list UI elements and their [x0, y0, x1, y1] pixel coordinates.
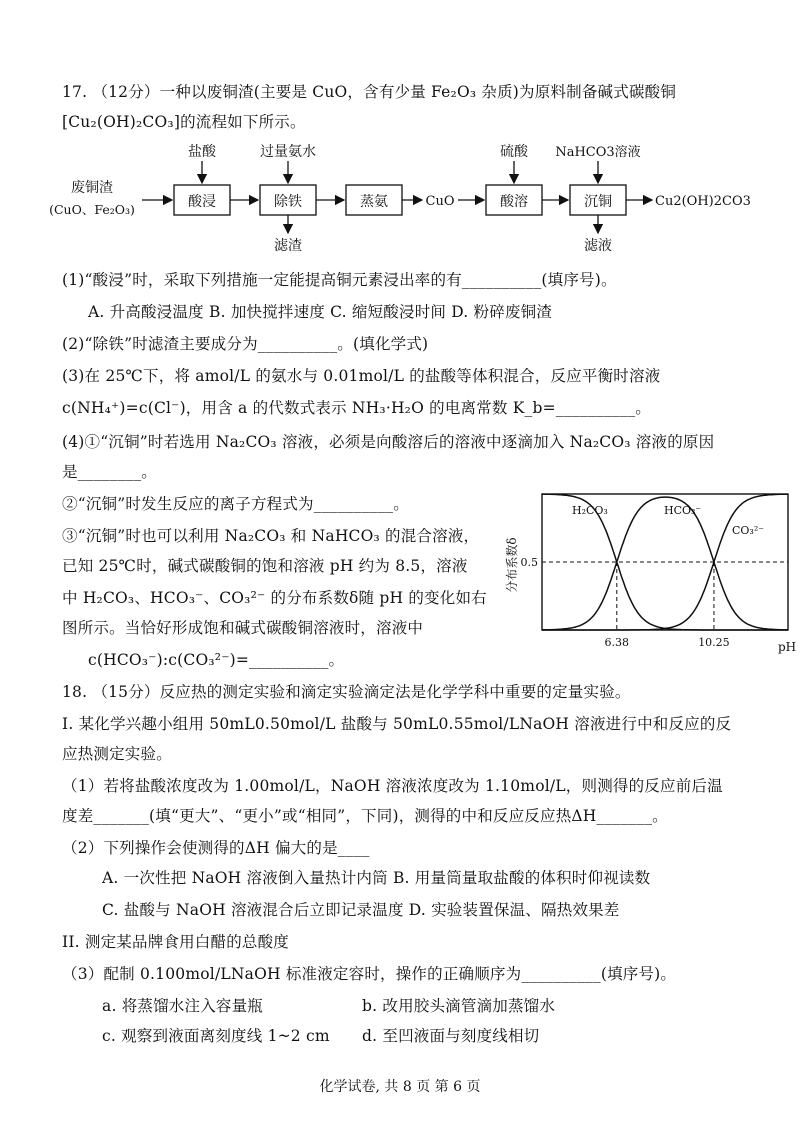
q17-part4-line6: 中 H₂CO₃、HCO₃⁻、CO₃²⁻ 的分布系数δ随 pH 的变化如右 [62, 589, 487, 607]
y-tick-0-5: 0.5 [520, 556, 538, 569]
q18-section-i-line1: I. 某化学兴趣小组用 50mL0.50mol/L 盐酸与 50mL0.55mol/LNaOH 溶液进行中和反应的反 [62, 715, 732, 733]
flow-output-filtrate: 滤液 [584, 238, 612, 254]
flow-mid-product: CuO [425, 194, 455, 209]
q18-part1-line2: 度差_______(填“更大”、“更小”或“相同”，下同)，测得的中和反应反应热ΔH_______。 [62, 807, 668, 825]
x-tick-pka2: 10.25 [698, 636, 730, 649]
q17-part4-line2: 是________。 [62, 463, 158, 481]
q17-part1: (1)“酸浸”时，采取下列措施一定能提高铜元素浸出率的有__________(填序号)。 [62, 271, 617, 289]
q17-part4-line3: ②“沉铜”时发生反应的离子方程式为__________。 [62, 495, 409, 513]
flow-step-acid-dissolve-label: 酸溶 [500, 194, 528, 210]
q17-part4-line1: (4)①“沉铜”时若选用 Na₂CO₃ 溶液，必须是向酸溶后的溶液中逐滴加入 Na₂CO₃ 溶液的原因 [62, 433, 715, 451]
page-footer: 化学试卷, 共 8 页 第 6 页 [319, 1079, 481, 1095]
flow-step-acid-leach-label: 酸浸 [188, 194, 216, 210]
q18-title: 18. （15分）反应热的测定实验和滴定实验滴定法是化学学科中重要的定量实验。 [62, 683, 631, 701]
q17-title: 17. （12分）一种以废铜渣(主要是 CuO，含有少量 Fe₂O₃ 杂质)为原料制备碱式碳酸铜 [62, 83, 677, 101]
flow-reagent-hcl: 盐酸 [188, 144, 216, 160]
flow-input-formula: (CuO、Fe₂O₃) [49, 202, 135, 217]
q18-section-ii: II. 测定某品牌食用白醋的总酸度 [62, 933, 290, 951]
flow-step-remove-iron-label: 除铁 [274, 194, 302, 210]
q18-part3-option-b: b. 改用胶头滴管滴加蒸馏水 [362, 997, 556, 1015]
q18-part3: （3）配制 0.100mol/LNaOH 标准液定容时，操作的正确顺序为__________(填序号)。 [62, 965, 677, 983]
flow-step-precipitate-copper-label: 沉铜 [584, 194, 612, 210]
q18-part2-options-ab: A. 一次性把 NaOH 溶液倒入量热计内筒 B. 用量筒量取盐酸的体积时仰视读数 [102, 869, 651, 887]
flow-final-product: Cu2(OH)2CO3 [655, 194, 751, 209]
chart-ylabel: 分布系数δ [505, 537, 519, 593]
series-hco3-line [542, 497, 788, 630]
q17-part2: (2)“除铁”时滤渣主要成分为__________。(填化学式) [62, 335, 429, 353]
legend-co3: CO₃²⁻ [732, 524, 765, 537]
q18-part2-options-cd: C. 盐酸与 NaOH 溶液混合后立即记录温度 D. 实验装置保温、隔热效果差 [102, 901, 620, 919]
chart-xlabel: pH [778, 640, 797, 654]
q17-part3-line1: (3)在 25℃下，将 amol/L 的氨水与 0.01mol/L 的盐酸等体积混合，反应平衡时溶液 [62, 367, 661, 385]
flow-reagent-nahco3: NaHCO3溶液 [555, 145, 641, 160]
q18-part3-option-a: a. 将蒸馏水注入容量瓶 [102, 997, 263, 1015]
flow-step-evaporate-ammonia-label: 蒸氨 [360, 194, 388, 210]
q18-part3-option-c: c. 观察到液面离刻度线 1~2 cm [102, 1027, 330, 1045]
q18-section-i-line2: 应热测定实验。 [62, 745, 172, 763]
q18-part3-option-d: d. 至凹液面与刻度线相切 [362, 1027, 540, 1045]
q17-part4-line4: ③“沉铜”时也可以利用 Na₂CO₃ 和 NaHCO₃ 的混合溶液， [62, 527, 480, 545]
process-flowchart [49, 140, 780, 260]
flow-input-label: 废铜渣 [71, 180, 113, 196]
distribution-chart-svg [492, 490, 797, 665]
q18-part1-line1: （1）若将盐酸浓度改为 1.00mol/L，NaOH 溶液浓度改为 1.10mol/L，则测得的反应前后温 [62, 777, 723, 795]
flow-reagent-sulfuric: 硫酸 [500, 144, 528, 160]
q17-part1-options: A. 升高酸浸温度 B. 加快搅拌速度 C. 缩短酸浸时间 D. 粉碎废铜渣 [88, 303, 553, 321]
q18-part2: （2）下列操作会使测得的ΔH 偏大的是____ [62, 839, 370, 857]
flow-reagent-ammonia: 过量氨水 [260, 144, 316, 160]
x-tick-pka1: 6.38 [604, 636, 630, 649]
legend-hco3: HCO₃⁻ [664, 504, 702, 517]
q17-title-2: [Cu₂(OH)₂CO₃]的流程如下所示。 [62, 113, 306, 131]
distribution-chart [492, 490, 797, 665]
flow-output-residue: 滤渣 [274, 238, 302, 254]
q17-part4-line8: c(HCO₃⁻):c(CO₃²⁻)=__________。 [88, 651, 345, 669]
legend-h2co3: H₂CO₃ [572, 504, 608, 517]
q17-part4-line5: 已知 25℃时，碱式碳酸铜的饱和溶液 pH 约为 8.5，溶液 [62, 557, 468, 575]
q17-part4-line7: 图所示。当恰好形成饱和碱式碳酸铜溶液时，溶液中 [62, 619, 424, 637]
q17-part3-line2: c(NH₄⁺)=c(Cl⁻)，用含 a 的代数式表示 NH₃·H₂O 的电离常数 K_b=__________。 [62, 399, 651, 417]
